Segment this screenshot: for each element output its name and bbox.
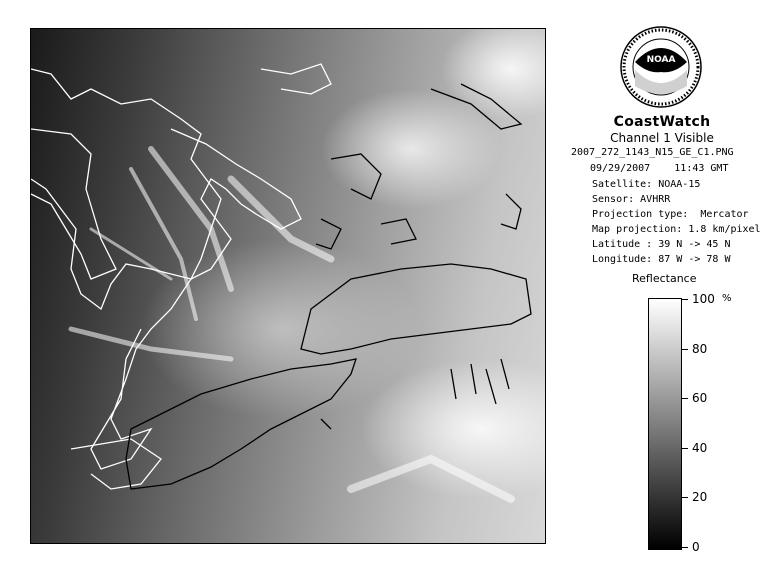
- coastline-white: [31, 129, 116, 279]
- coastline-white: [91, 129, 301, 469]
- sensor-label: Sensor: AVHRR: [592, 194, 671, 205]
- colorbar-tick-label: 100: [692, 292, 715, 306]
- colorbar-tick-label: 40: [692, 440, 708, 455]
- noaa-logo: [620, 26, 702, 108]
- product-title: CoastWatch: [613, 114, 711, 130]
- colorbar-tick: [682, 547, 688, 548]
- cloud-streak: [151, 149, 231, 289]
- filename: 2007_272_1143_N15_GE_C1.PNG: [571, 147, 734, 158]
- coastline-black: [331, 154, 381, 199]
- satellite-label: Satellite: NOAA-15: [592, 179, 701, 190]
- colorbar-tick: [682, 448, 688, 449]
- cloud-streak: [351, 459, 511, 499]
- finger-lakes: [451, 359, 509, 404]
- map-projection: Map projection: 1.8 km/pixel: [592, 224, 761, 235]
- longitude-range: Longitude: 87 W -> 78 W: [592, 254, 731, 265]
- colorbar-tick: [682, 299, 688, 300]
- colorbar-unit: %: [722, 293, 732, 304]
- colorbar: [648, 298, 682, 550]
- cloud-streak: [71, 329, 231, 359]
- projection-type: Projection type: Mercator: [592, 209, 749, 220]
- coastline-white: [261, 64, 331, 94]
- coastline-lake-ontario: [301, 264, 531, 354]
- coastline-black: [321, 419, 331, 429]
- colorbar-tick-label: 60: [692, 391, 708, 406]
- colorbar-tick-label: 20: [692, 490, 708, 505]
- cloud-streak: [231, 179, 331, 259]
- noaa-logo-text: NOAA: [646, 55, 676, 65]
- coastline-black: [431, 84, 521, 129]
- coastline-black: [501, 194, 521, 229]
- colorbar-tick: [682, 398, 688, 399]
- colorbar-tick: [682, 349, 688, 350]
- colorbar-label: Reflectance: [632, 272, 697, 285]
- latitude-range: Latitude : 39 N -> 45 N: [592, 239, 731, 250]
- coastline-overlay: [31, 29, 545, 543]
- coastline-lake-erie: [126, 359, 356, 489]
- colorbar-tick: [682, 497, 688, 498]
- coastline-black: [316, 219, 341, 249]
- colorbar-tick-label: 80: [692, 341, 708, 356]
- satellite-image: [30, 28, 546, 544]
- colorbar-tick-label: 0: [692, 540, 700, 554]
- datetime: 09/29/2007 11:43 GMT: [590, 163, 729, 174]
- channel-label: Channel 1 Visible: [610, 131, 714, 145]
- coastline-white: [31, 69, 221, 309]
- coastline-black: [381, 219, 416, 244]
